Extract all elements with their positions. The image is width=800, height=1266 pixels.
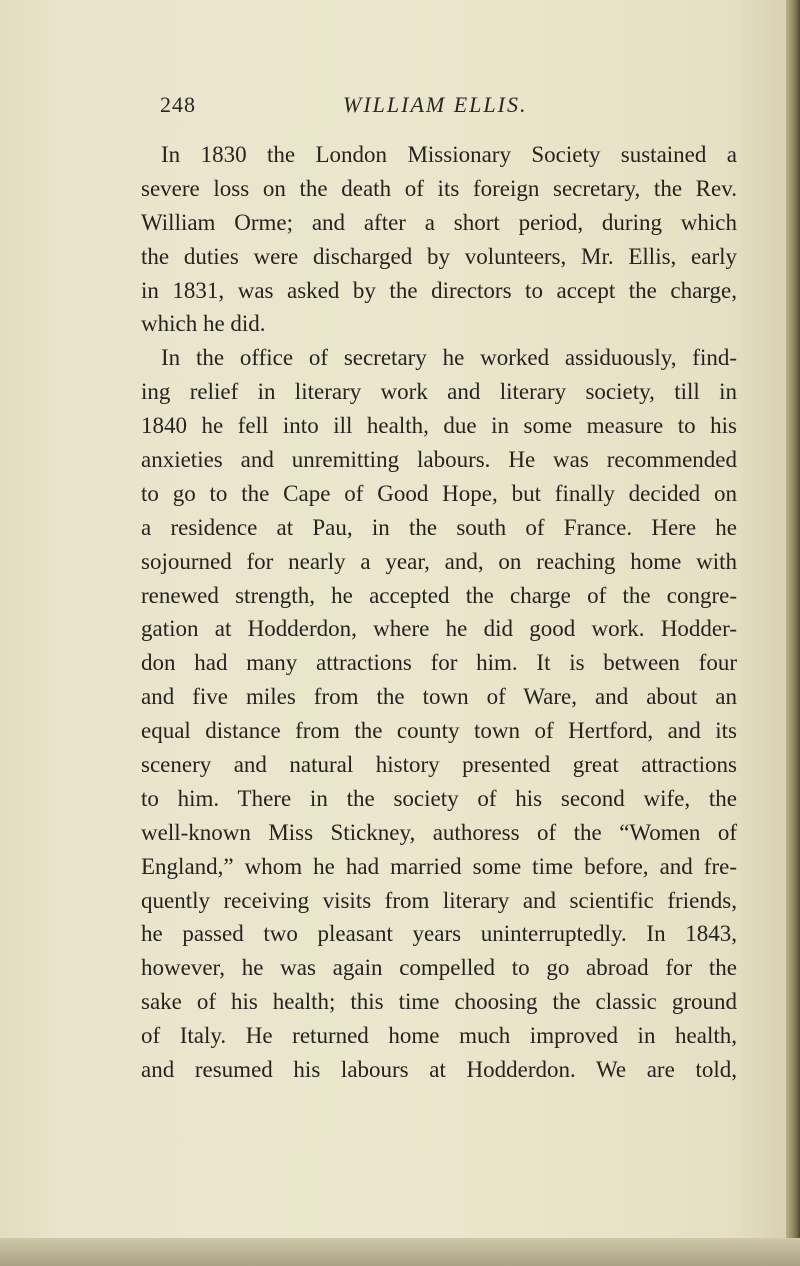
text-line: sake of his health; this time choosing the classic ground: [141, 989, 737, 1015]
page-edge-right: [786, 0, 800, 1266]
page-number: 248: [160, 92, 196, 117]
text-line: a residence at Pau, in the south of France. Here he: [141, 514, 737, 540]
page-edge-bottom: [0, 1238, 800, 1266]
text-line: quently receiving visits from literary and scientific friends,: [141, 887, 737, 913]
text-line: he passed two pleasant years uninterruptedly. In 1843,: [141, 921, 737, 947]
text-line: 1840 he fell into ill health, due in some measure to his: [141, 413, 737, 439]
text-line: In 1830 the London Missionary Society sustained a: [161, 142, 737, 167]
text-line: sojourned for nearly a year, and, on reaching home with: [141, 548, 737, 574]
text-line: the duties were discharged by volunteers, Mr. Ellis, early: [141, 243, 737, 269]
body-text: [141, 138, 737, 1087]
text-line: William Orme; and after a short period, during which: [141, 209, 737, 235]
text-line: England,” whom he had married some time before, and fre-: [141, 853, 737, 879]
text-line: in 1831, was asked by the directors to accept the charge,: [141, 277, 737, 303]
text-line: don had many attractions for him. It is between four: [141, 650, 737, 676]
text-line: to go to the Cape of Good Hope, but finally decided on: [141, 480, 737, 506]
text-line: of Italy. He returned home much improved in health,: [141, 1023, 737, 1049]
text-line: to him. There in the society of his second wife, the: [141, 785, 737, 811]
running-head-title: WILLIAM ELLIS.: [343, 92, 528, 117]
text-line: renewed strength, he accepted the charge of the congre-: [141, 582, 737, 608]
text-line: equal distance from the county town of Hertford, and its: [141, 718, 737, 744]
text-line: ing relief in literary work and literary society, till in: [141, 379, 737, 405]
text-line: however, he was again compelled to go abroad for the: [141, 955, 737, 981]
text-line: which he did.: [141, 311, 266, 337]
text-line: anxieties and unremitting labours. He was recommended: [141, 447, 737, 473]
text-line: gation at Hodderdon, where he did good work. Hodder-: [141, 616, 737, 642]
text-line: and five miles from the town of Ware, and about an: [141, 684, 737, 710]
text-line: scenery and natural history presented great attractions: [141, 752, 737, 778]
text-line: and resumed his labours at Hodderdon. We are told,: [141, 1057, 737, 1083]
text-line: severe loss on the death of its foreign secretary, the Rev.: [141, 175, 737, 201]
text-line: In the office of secretary he worked assiduously, find-: [161, 345, 737, 371]
running-head: [0, 92, 786, 122]
text-line: well-known Miss Stickney, authoress of the “Women of: [141, 819, 737, 845]
